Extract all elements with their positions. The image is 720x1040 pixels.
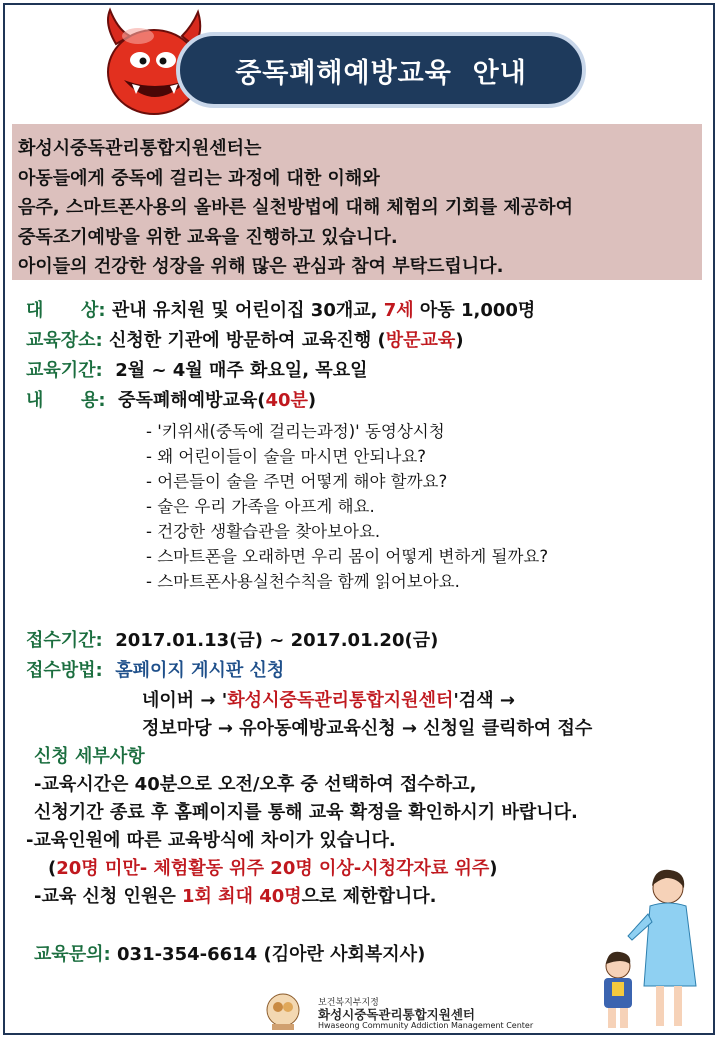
search-text: 네이버 → ': [142, 690, 228, 711]
center-logo-icon: [258, 992, 308, 1032]
content-bullet: - 왜 어린이들이 술을 마시면 안되나요?: [146, 447, 427, 466]
details-line-5: [34, 882, 437, 908]
details-line: -교육시간은 40분으로 오전/오후 중 선택하여 접수하고,: [34, 774, 477, 795]
place-text: 신청한 기관에 방문하여 교육진행 (: [102, 330, 386, 351]
content-row: [26, 386, 316, 412]
period-row: [26, 356, 367, 382]
intro-line: 아이들의 건강한 성장을 위해 많은 관심과 참여 부탁드립니다.: [18, 256, 504, 277]
receipt-period-label: 접수기간:: [26, 630, 103, 651]
place-text-end: ): [455, 330, 464, 351]
details-line-4: [48, 854, 497, 880]
content-bullet: - 스마트폰사용실천수칙을 함께 읽어보아요.: [146, 572, 460, 591]
intro-line: 중독조기예방을 위한 교육을 진행하고 있습니다.: [18, 226, 398, 248]
footer-line1: 보건복지부지정: [318, 998, 379, 1008]
receipt-method-line2: [142, 686, 515, 712]
teacher-and-child-illustration: [596, 866, 716, 1034]
details-highlight: 1회 최대 40명: [182, 886, 302, 907]
search-keyword: 화성시중독관리통합지원센터: [227, 690, 454, 711]
footer-line2: 화성시중독관리통합지원센터: [318, 1007, 475, 1022]
content-bullet: - 어른들이 술을 주면 어떻게 해야 할까요?: [146, 472, 448, 491]
content-text: 중독폐해예방교육(: [105, 390, 266, 411]
content-text-end: ): [307, 390, 317, 411]
inquiry-label: 교육문의:: [34, 944, 111, 965]
period-label: 교육기간:: [26, 360, 103, 381]
details-line: -교육인원에 따른 교육방식에 차이가 있습니다.: [26, 830, 396, 851]
target-highlight: 7세: [383, 300, 414, 321]
details-text-end: 으로 제한합니다.: [301, 886, 437, 907]
footer-line3: Hwaseong Community Addiction Management Center: [318, 1021, 534, 1030]
receipt-method-line3: 정보마당 → 유아동예방교육신청 → 신청일 클릭하여 접수: [142, 718, 593, 739]
content-bullet: - 스마트폰을 오래하면 우리 몸이 어떻게 변하게 될까요?: [146, 547, 549, 566]
content-highlight: 40분: [265, 390, 308, 411]
search-text-end: '검색 →: [453, 690, 515, 711]
inquiry-text: 031-354-6614 (김아란 사회복지사): [110, 944, 426, 965]
place-highlight: 방문교육: [385, 330, 456, 351]
details-text: -교육 신청 인원은: [34, 886, 182, 907]
page-title: 중독폐해예방교육 안내: [235, 57, 527, 89]
details-line: 신청기간 종료 후 홈페이지를 통해 교육 확정을 확인하시기 바랍니다.: [34, 802, 578, 823]
content-label: 내 용:: [26, 390, 106, 411]
inquiry-row: [34, 940, 425, 966]
details-heading: 신청 세부사항: [34, 746, 145, 767]
content-bullet: - 술은 우리 가족을 아프게 해요.: [146, 497, 375, 516]
receipt-period-text: 2017.01.13(금) ~ 2017.01.20(금): [102, 630, 439, 651]
content-bullet: - 건강한 생활습관을 찾아보아요.: [146, 522, 381, 541]
intro-line: 음주, 스마트폰사용의 올바른 실천방법에 대해 체험의 기회를 제공하여: [18, 197, 573, 218]
receipt-method-row: [26, 656, 284, 682]
details-paren-close: ): [489, 858, 498, 879]
footer-center-name: [318, 998, 533, 1031]
details-highlight: 20명 미만- 체험활동 위주 20명 이상-시청각자료 위주: [56, 858, 490, 879]
intro-box: [12, 124, 702, 280]
receipt-method-label: 접수방법:: [26, 660, 103, 681]
target-label: 대 상:: [26, 300, 106, 321]
target-row: [26, 296, 535, 322]
title-banner: [176, 32, 586, 108]
place-row: [26, 326, 464, 352]
intro-line: 화성시중독관리통합지원센터는: [18, 138, 262, 159]
homepage-link[interactable]: 홈페이지 게시판 신청: [102, 660, 285, 681]
intro-line: 아동들에게 중독에 걸리는 과정에 대한 이해와: [18, 167, 380, 189]
target-text-end: 아동 1,000명: [413, 300, 536, 321]
details-paren-open: (: [48, 858, 57, 879]
content-bullet: - '키위새(중독에 걸리는과정)' 동영상시청: [146, 422, 445, 441]
receipt-period-row: [26, 626, 438, 652]
period-text: 2월 ~ 4월 매주 화요일, 목요일: [102, 360, 368, 381]
target-text: 관내 유치원 및 어린이집 30개교,: [105, 300, 384, 321]
place-label: 교육장소:: [26, 330, 103, 351]
